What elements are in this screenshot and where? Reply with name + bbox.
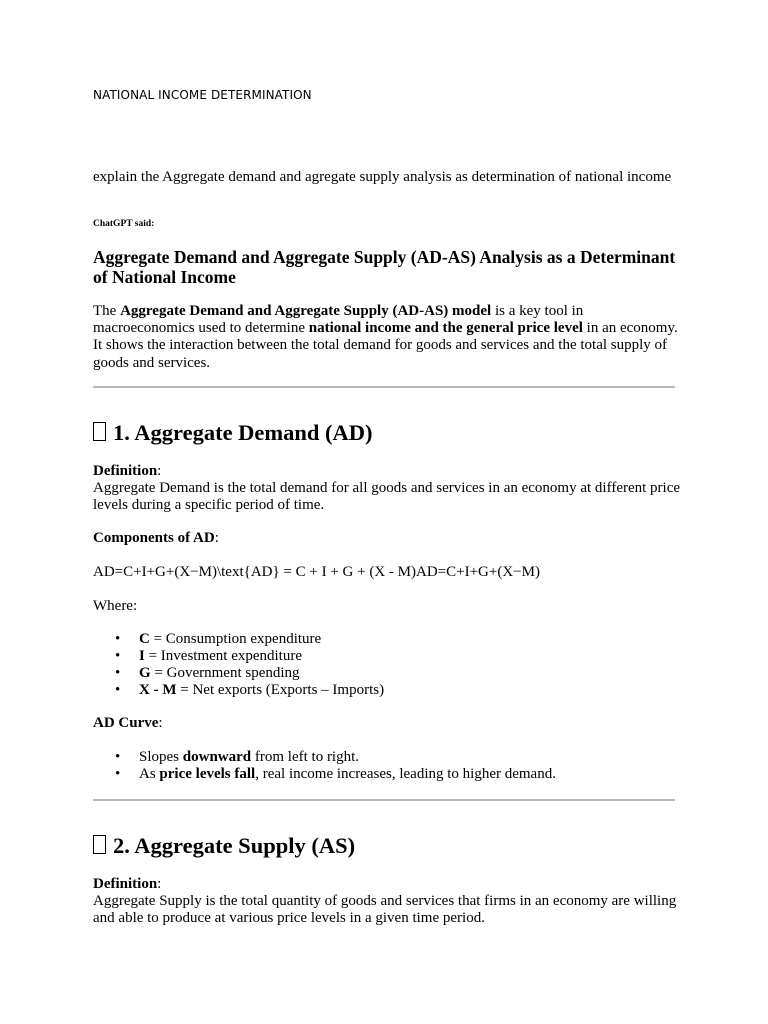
item-text: As [139, 766, 160, 782]
component-desc: = Government spending [150, 665, 300, 681]
intro-text: in an economy. It shows the interaction between the total demand for goods and services and the total supply of goods and services. [93, 320, 678, 371]
bullet: • [115, 631, 121, 647]
as-definition [93, 876, 683, 927]
divider [93, 799, 675, 801]
list-item [93, 682, 683, 699]
item-bold-text: price levels fall [159, 766, 256, 782]
ad-curve-label-text: AD Curve [93, 715, 159, 731]
section-heading-aggregate-demand [93, 420, 373, 446]
component-desc: = Investment expenditure [144, 648, 303, 664]
missing-glyph-icon [93, 835, 106, 854]
bullet: • [115, 749, 121, 765]
ad-formula: AD=C+I+G+(X−M)\text{AD} = C + I + G + (X - M)AD=C+I+G+(X−M) [93, 564, 540, 580]
list-item [93, 766, 683, 783]
user-prompt: explain the Aggregate demand and agregate supply analysis as determination of national income [93, 169, 672, 185]
answer-title: Aggregate Demand and Aggregate Supply (AD-AS) Analysis as a Determinant of National Income [93, 247, 676, 287]
definition-text: Aggregate Supply is the total quantity of goods and services that firms in an economy are willing and able to produce at various price levels in a given time period. [93, 893, 677, 926]
component-term: I [139, 648, 145, 664]
ad-curve-list [93, 749, 683, 783]
component-desc: = Net exports (Exports – Imports) [176, 682, 385, 698]
list-item [93, 749, 683, 766]
component-desc: = Consumption expenditure [149, 631, 322, 647]
component-term: C [139, 631, 150, 647]
components-label [93, 530, 683, 547]
component-term: G [139, 665, 151, 681]
section-heading-aggregate-supply [93, 833, 355, 859]
intro-text: The [93, 303, 121, 319]
item-text: Slopes [139, 749, 183, 765]
components-list [93, 631, 683, 699]
item-text: from left to right. [251, 749, 360, 765]
list-item [93, 631, 683, 648]
colon: : [157, 463, 162, 479]
intro-bold-text: national income and the general price level [308, 320, 583, 337]
intro-text: is a key tool in macroeconomics used to determine [93, 303, 584, 337]
section-heading-text: 2. Aggregate Supply (AS) [113, 833, 356, 858]
bullet: • [115, 648, 121, 664]
definition-text: Aggregate Demand is the total demand for all goods and services in an economy at different price levels during a specific period of time. [93, 480, 681, 513]
colon: : [157, 876, 162, 892]
divider [93, 386, 675, 388]
colon: : [214, 530, 219, 546]
components-label-text: Components of AD [93, 530, 215, 546]
list-item [93, 665, 683, 682]
where-label: Where: [93, 598, 138, 614]
ad-curve-label [93, 715, 683, 732]
document-heading: NATIONAL INCOME DETERMINATION [93, 88, 312, 102]
missing-glyph-icon [93, 422, 106, 441]
bullet: • [115, 766, 121, 782]
bullet: • [115, 665, 121, 681]
intro-paragraph [93, 303, 683, 372]
item-text: , real income increases, leading to higher demand. [255, 766, 556, 782]
item-bold-text: downward [182, 749, 252, 765]
definition-label: Definition [93, 876, 158, 892]
component-term: X - M [139, 682, 177, 698]
chatgpt-said-label: ChatGPT said: [93, 219, 155, 229]
section-heading-text: 1. Aggregate Demand (AD) [113, 420, 373, 445]
list-item [93, 648, 683, 665]
bullet: • [115, 682, 121, 698]
ad-definition [93, 463, 683, 514]
colon: : [158, 715, 163, 731]
intro-bold-text: Aggregate Demand and Aggregate Supply (AD-AS) model [120, 303, 492, 319]
definition-label: Definition [93, 463, 158, 479]
